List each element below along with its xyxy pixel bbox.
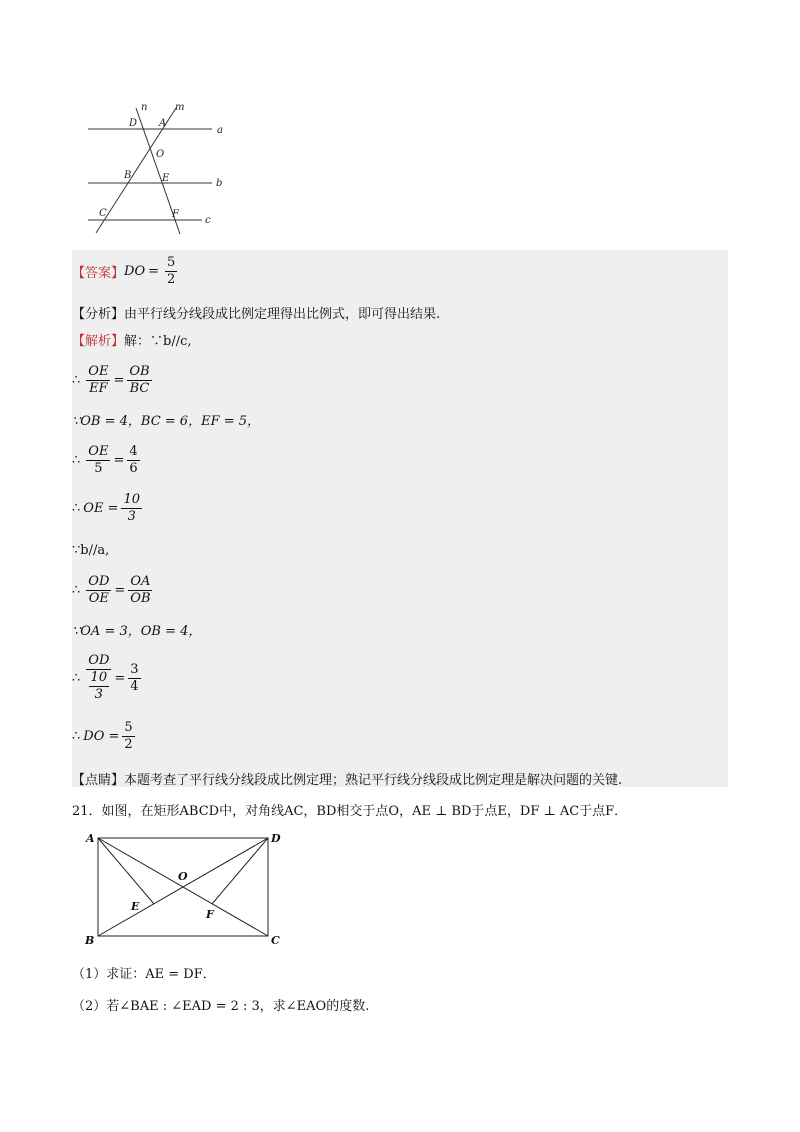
label-D: D	[129, 118, 138, 129]
solution-step-8: ∴ OD 10 3 = $\frac{3}{4}$	[72, 653, 139, 702]
analysis-text: 由平行线分线段成比例定理得出比例式，即可得出结果.	[124, 306, 441, 322]
label-C2: C	[271, 934, 280, 947]
solution-step-5: ∵b//a,	[72, 542, 110, 558]
label-O2: O	[178, 870, 188, 883]
solution-intro: 解：∵b//c,	[124, 333, 192, 349]
label-A2: A	[86, 832, 95, 845]
comment-tag: 【点睛】	[72, 772, 125, 788]
label-b: b	[216, 178, 223, 189]
solution-step-1: ∴ $\frac{OE}{EF}$ = $\frac{OB}{BC}$	[72, 363, 150, 396]
comment-text: 本题考查了平行线分线段成比例定理；熟记平行线分线段成比例定理是解决问题的关键.	[124, 772, 623, 788]
answer-tag: 【答案】	[72, 265, 125, 281]
label-c: c	[205, 215, 211, 226]
parallel-lines-figure	[84, 98, 234, 234]
question-2: （2）若∠BAE : ∠EAD = 2 : 3，求∠EAO的度数.	[72, 998, 370, 1014]
solution-step-6: ∴ $\frac{OD}{OE}$ = $\frac{OA}{OB}$	[72, 573, 151, 606]
solution-tag: 【解析】	[72, 333, 125, 349]
solution-step-7: ∵OA = 3，OB = 4，	[72, 623, 202, 639]
solution-step-4: ∴ OE = $\frac{10}{3}$	[72, 491, 141, 524]
label-O: O	[156, 149, 165, 160]
answer-lhs: DO	[124, 263, 146, 279]
label-B2: B	[85, 934, 95, 947]
segment-AE	[98, 838, 154, 904]
label-E: E	[162, 173, 170, 184]
label-D2: D	[271, 832, 281, 845]
answer-eq: =	[148, 263, 160, 279]
label-F2: F	[206, 908, 214, 921]
label-E2: E	[131, 900, 140, 913]
analysis-line	[72, 303, 440, 321]
label-A: A	[159, 118, 167, 129]
label-m: m	[175, 102, 185, 113]
solution-step-3: ∴ $\frac{OE}{5}$ = $\frac{4}{6}$	[72, 443, 138, 476]
label-B: B	[124, 170, 132, 181]
label-a: a	[217, 125, 223, 136]
answer-fraction: $\frac{5}{2}$	[167, 254, 176, 287]
label-n: n	[141, 102, 148, 113]
label-C: C	[99, 208, 107, 219]
label-F: F	[172, 209, 179, 220]
segment-DF	[212, 838, 268, 904]
question-1: （1）求证：AE = DF．	[72, 966, 216, 982]
solution-step-9: ∴ DO = $\frac{5}{2}$	[72, 719, 133, 752]
solution-step-2: ∵OB = 4，BC = 6，EF = 5，	[72, 413, 261, 429]
comment-line	[72, 769, 622, 787]
answer-line	[72, 253, 180, 289]
solution-intro-line	[72, 330, 192, 348]
rectangle-figure	[82, 828, 292, 948]
problem-21-statement: 21．如图，在矩形ABCD中，对角线AC，BD相交于点O，AE ⊥ BD于点E，DF ⊥ AC于点F．	[72, 803, 628, 819]
analysis-tag: 【分析】	[72, 306, 125, 322]
